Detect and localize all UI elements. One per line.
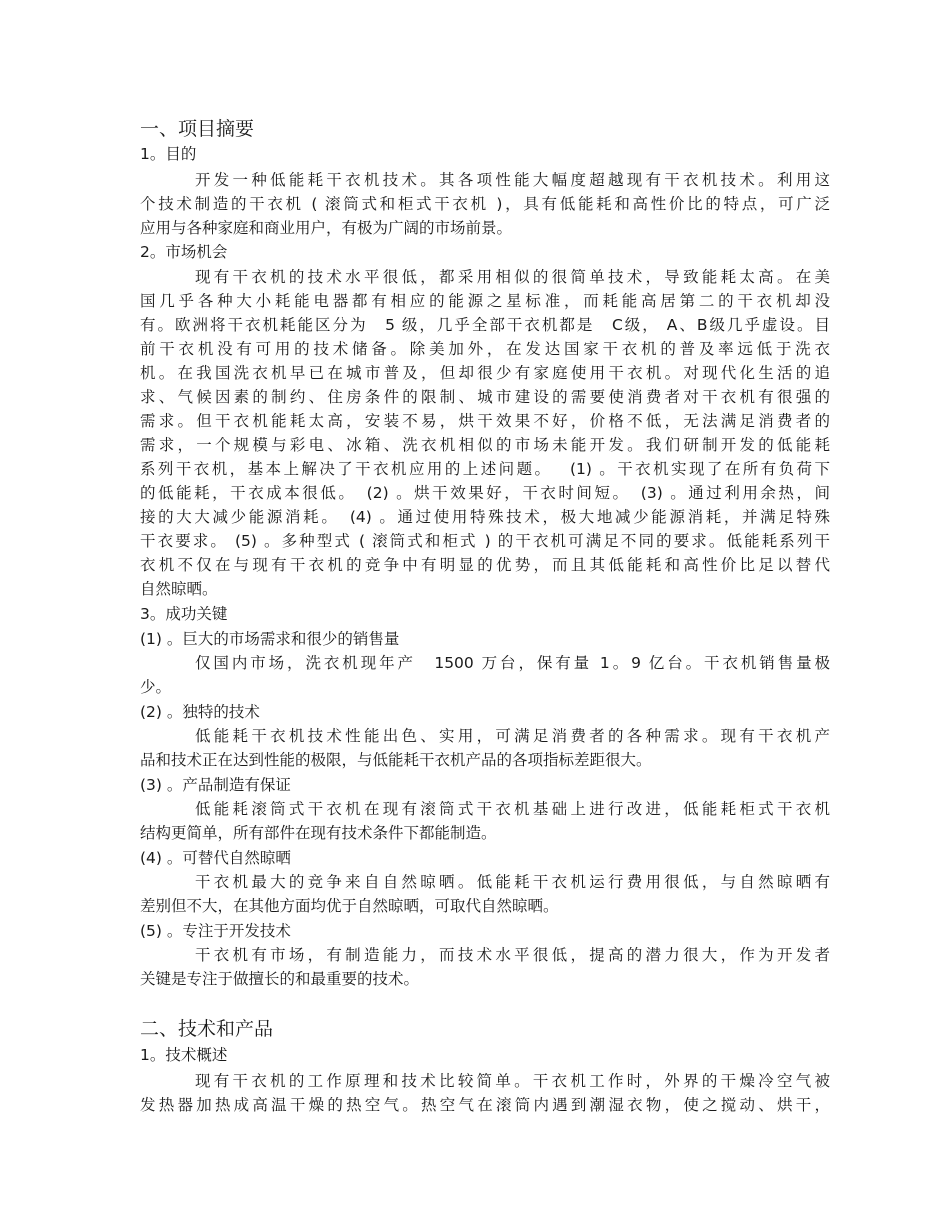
paragraph-line: 干衣机最大的竞争来自自然晾晒。低能耗干衣机运行费用很低，与自然晾晒有 [195,873,830,891]
paragraph-line: 机。在我国洗衣机早已在城市普及，但却很少有家庭使用干衣机。对现代化生活的追 [140,364,830,382]
paragraph-line: 现有干衣机的工作原理和技术比较简单。干衣机工作时，外界的干燥冷空气被 [195,1072,830,1090]
item-heading: (5) 。专注于开发技术 [140,922,291,940]
paragraph-line: 前干衣机没有可用的技术储备。除美加外，在发达国家干衣机的普及率远低于洗衣 [140,340,830,358]
paragraph-line: 衣机不仅在与现有干衣机的竞争中有明显的优势，而且其低能耗和高性价比足以替代 [140,556,830,574]
paragraph-line: 低能耗滚筒式干衣机在现有滚筒式干衣机基础上进行改进，低能耗柜式干衣机 [195,800,830,818]
paragraph-line: 现有干衣机的技术水平很低，都采用相似的很简单技术，导致能耗太高。在美 [195,268,830,286]
item-heading: (1) 。巨大的市场需求和很少的销售量 [140,630,400,648]
subsection-heading-market: 2。市场机会 [140,243,228,261]
paragraph-line: 需求，一个规模与彩电、冰箱、洗衣机相似的市场未能开发。我们研制开发的低能耗 [140,436,830,454]
paragraph-line: 少。 [140,678,172,696]
subsection-heading-tech-overview: 1。技术概述 [140,1046,228,1064]
paragraph-line: 低能耗干衣机技术性能出色、实用，可满足消费者的各种需求。现有干衣机产 [195,727,830,745]
section-2-title: 二、技术和产品 [140,1018,274,1040]
paragraph-line: 差别但不大，在其他方面均优于自然晾晒，可取代自然晾晒。 [140,897,559,915]
paragraph-line: 发热器加热成高温干燥的热空气。热空气在滚筒内遇到潮湿衣物，使之搅动、烘干， [140,1096,830,1114]
paragraph-line: 自然晾晒。 [140,580,218,598]
paragraph-line: 系列干衣机，基本上解决了干衣机应用的上述问题。 (1) 。干衣机实现了在所有负荷下 [140,460,830,478]
item-heading: (4) 。可替代自然晾晒 [140,849,291,867]
paragraph-line: 干衣机有市场，有制造能力，而技术水平很低，提高的潜力很大，作为开发者 [195,946,830,964]
item-heading: (2) 。独特的技术 [140,703,260,721]
subsection-heading-success-keys: 3。成功关键 [140,605,228,623]
paragraph-line: 有。欧洲将干衣机耗能区分为 5 级，几乎全部干衣机都是 C级， A、B级几乎虚设。目 [140,316,830,334]
paragraph-line: 需求。但干衣机能耗太高，安装不易，烘干效果不好，价格不低，无法满足消费者的 [140,412,830,430]
paragraph-line: 个技术制造的干衣机 ( 滚筒式和柜式干衣机 )，具有低能耗和高性价比的特点，可广泛 [140,195,830,213]
paragraph-line: 仅国内市场，洗衣机现年产 1500 万台，保有量 1。9 亿台。干衣机销售量极 [195,654,830,672]
paragraph-line: 干衣要求。 (5) 。多种型式 ( 滚筒式和柜式 ) 的干衣机可满足不同的要求。低能耗系列干 [140,532,830,550]
paragraph-line: 关键是专注于做擅长的和最重要的技术。 [140,970,420,988]
section-1-title: 一、项目摘要 [140,118,255,140]
paragraph-line: 国几乎各种大小耗能电器都有相应的能源之星标准，而耗能高居第二的干衣机却没 [140,292,830,310]
paragraph-line: 接的大大减少能源消耗。 (4) 。通过使用特殊技术，极大地减少能源消耗，并满足特殊 [140,508,830,526]
subsection-heading-purpose: 1。目的 [140,145,197,163]
paragraph-line: 求、气候因素的制约、住房条件的限制、城市建设的需要使消费者对干衣机有很强的 [140,388,830,406]
paragraph-line: 品和技术正在达到性能的极限，与低能耗干衣机产品的各项指标差距很大。 [140,751,652,769]
paragraph-line: 开发一种低能耗干衣机技术。其各项性能大幅度超越现有干衣机技术。利用这 [195,171,830,189]
paragraph-line: 结构更简单，所有部件在现有技术条件下都能制造。 [140,824,497,842]
paragraph-line: 应用与各种家庭和商业用户，有极为广阔的市场前景。 [140,219,513,237]
item-heading: (3) 。产品制造有保证 [140,776,291,794]
paragraph-line: 的低能耗，干衣成本很低。 (2) 。烘干效果好，干衣时间短。 (3) 。通过利用余热，间 [140,484,830,502]
